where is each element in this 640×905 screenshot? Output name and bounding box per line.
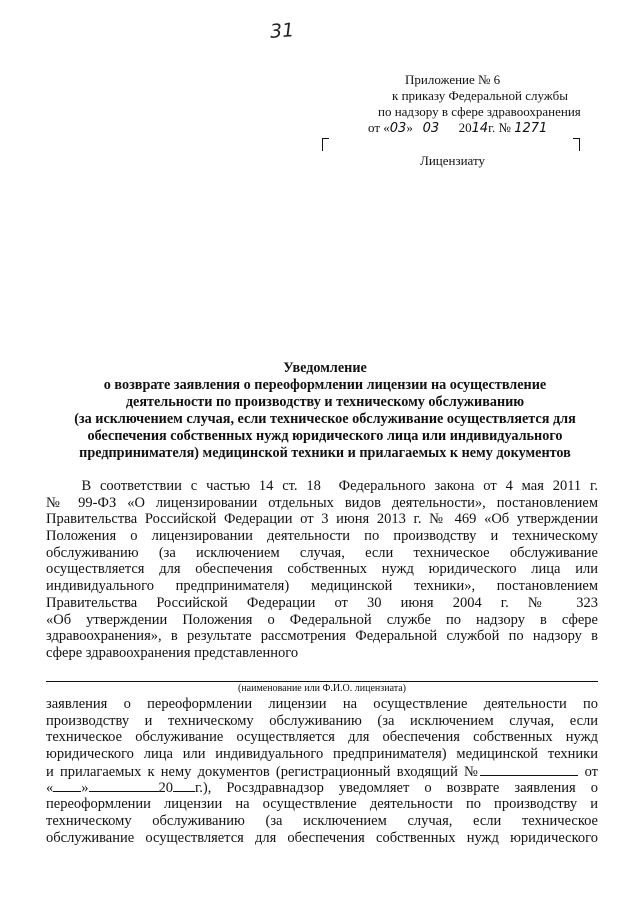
date-prefix: от « bbox=[368, 120, 390, 135]
paragraph-line: техническое обслуживание осуществляется для обеспечения собственных нужд bbox=[46, 729, 598, 746]
page-number: 31 bbox=[269, 19, 295, 43]
licensee-name-blank-line bbox=[46, 681, 598, 682]
quote-close: » bbox=[81, 780, 89, 797]
title-line: о возврате заявления о переоформлении лицензии на осуществление bbox=[103, 377, 547, 393]
appendix-line-3: по надзору в сфере здравоохранения bbox=[378, 104, 581, 119]
paragraph-line: «Об утверждении Положения о Федеральной службе по надзору в сфере bbox=[46, 611, 598, 628]
appendix-line-1: Приложение № 6 bbox=[405, 72, 501, 87]
title-line: деятельности по производству и техническому обслуживанию bbox=[125, 394, 525, 410]
title-line: обеспечения собственных нужд юридического лица или индивидуального bbox=[87, 428, 563, 444]
paragraph-legal-basis bbox=[46, 478, 598, 662]
recipient-label: Лицензиату bbox=[420, 153, 485, 168]
title-line: предпринимателя) медицинской техники и прилагаемых к нему документов bbox=[79, 445, 571, 461]
paragraph-line: Правительства Российской Федерации от 30 июня 2004 г. № 323 bbox=[46, 594, 598, 611]
year-blank bbox=[173, 779, 195, 792]
date-mid: » bbox=[406, 120, 417, 135]
paragraph-line-registration bbox=[46, 763, 598, 780]
appendix-line-2: к приказу Федеральной службы bbox=[392, 88, 568, 103]
paragraph-line: юридического лица или индивидуального предпринимателя) медицинской техники bbox=[46, 746, 598, 763]
paragraph-line: заявления о переоформлении лицензии на осуществление деятельности по bbox=[46, 696, 598, 712]
paragraph-notification bbox=[46, 696, 598, 846]
quote-open: « bbox=[46, 780, 54, 797]
date-year-suffix: г. № bbox=[488, 120, 511, 135]
date-year-prefix: 20 bbox=[458, 120, 472, 135]
paragraph-line: осуществляется для обеспечения собственных нужд юридического лица или bbox=[46, 561, 598, 578]
paragraph-line-date bbox=[46, 779, 598, 796]
paragraph-line: обслуживание осуществляется для обеспечения собственных нужд юридического bbox=[46, 829, 598, 846]
title-line: Уведомление bbox=[283, 360, 367, 376]
month-blank bbox=[89, 779, 159, 792]
paragraph-line: здравоохранения», в результате рассмотрения Федеральной службой по надзору в bbox=[46, 628, 598, 645]
order-number-handwritten: 1271 bbox=[514, 121, 548, 136]
paragraph-line: обслуживанию (за исключением случая, если техническое обслуживание bbox=[46, 544, 598, 561]
appendix-date-line bbox=[368, 120, 547, 137]
date-month-handwritten: 03 bbox=[422, 121, 440, 136]
registration-from: от bbox=[584, 763, 598, 780]
paragraph-line: В соответствии с частью 14 ст. 18 Федерального закона от 4 мая 2011 г. bbox=[46, 478, 598, 494]
paragraph-line: производству и техническому обслуживанию (за исключением случая, если bbox=[46, 712, 598, 729]
address-bracket-right bbox=[573, 138, 580, 151]
licensee-name-caption: (наименование или Ф.И.О. лицензиата) bbox=[237, 683, 407, 694]
paragraph-line: № 99-ФЗ «О лицензировании отдельных видов деятельности», постановлением bbox=[46, 494, 598, 511]
paragraph-line: техническому обслуживанию (за исключением случая, если техническое bbox=[46, 812, 598, 829]
day-blank bbox=[53, 779, 81, 792]
document-title bbox=[40, 360, 610, 462]
title-line: (за исключением случая, если техническое обслуживание осуществляется для bbox=[74, 411, 576, 427]
date-year-handwritten: 14 bbox=[471, 121, 489, 136]
address-bracket-left bbox=[322, 138, 329, 151]
date-line-rest: г.), Росздравнадзор уведомляет о возврате заявления о bbox=[195, 780, 598, 797]
paragraph-line: переоформлении лицензии на осуществление деятельности по производству и bbox=[46, 796, 598, 813]
paragraph-line: сфере здравоохранения представленного bbox=[46, 644, 299, 661]
registration-number-blank bbox=[480, 763, 578, 776]
paragraph-line: индивидуального предпринимателя) медицинской техники», постановлением bbox=[46, 578, 598, 595]
date-day-handwritten: 03 bbox=[389, 121, 407, 136]
paragraph-line: Правительства Российской Федерации от 3 июня 2013 г. № 469 «Об утверждении bbox=[46, 511, 598, 528]
paragraph-line: Положения о лицензировании деятельности по производству и техническому bbox=[46, 528, 598, 545]
registration-text: и прилагаемых к нему документов (регистрационный входящий № bbox=[46, 763, 481, 780]
year-prefix: 20 bbox=[158, 780, 173, 797]
